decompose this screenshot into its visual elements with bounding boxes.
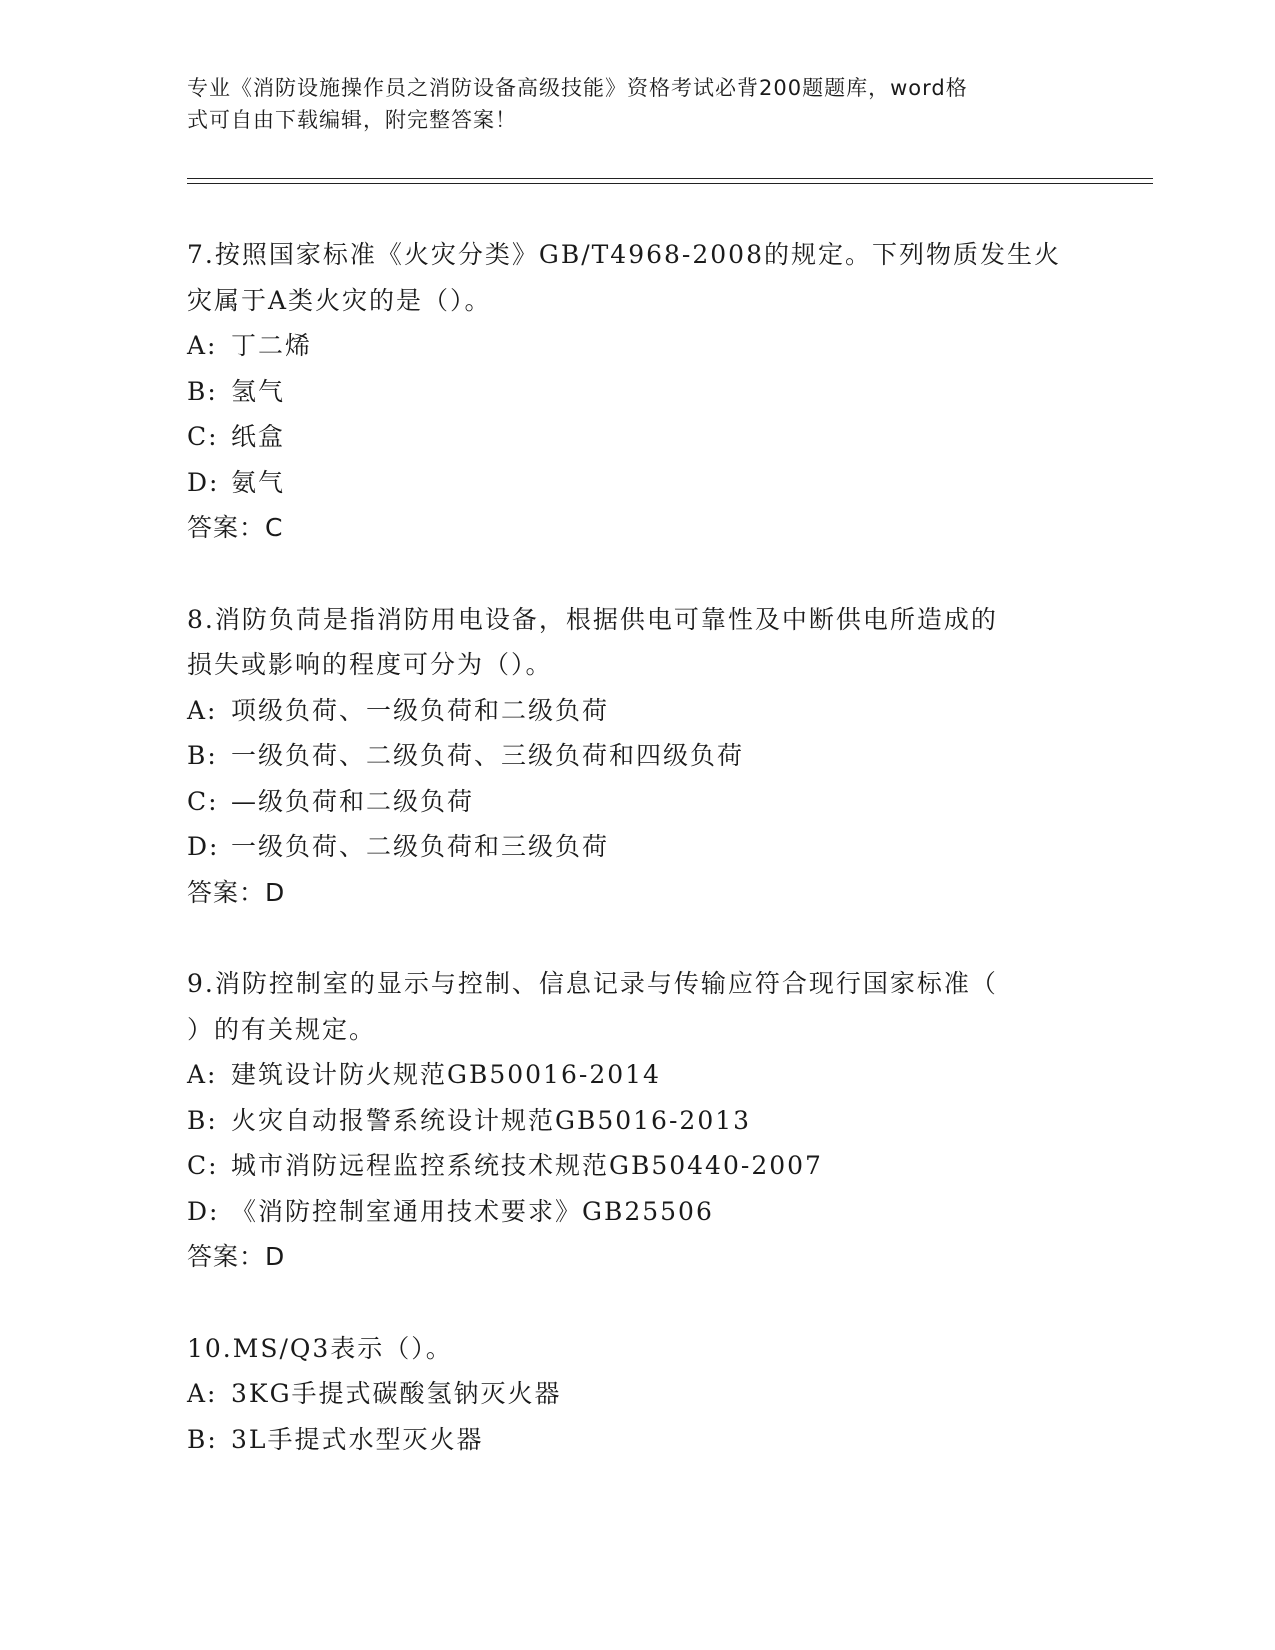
question-8 [187, 597, 1087, 916]
option-text: 城市消防远程监控系统技术规范GB50440-2007 [231, 1151, 823, 1180]
option-text: 项级负荷、一级负荷和二级负荷 [231, 695, 610, 725]
question-text-line: 7.按照国家标准《火灾分类》GB/T4968-2008的规定。下列物质发生火 [187, 240, 1061, 269]
option-text: 氢气 [231, 376, 286, 406]
option-text: 火灾自动报警系统设计规范GB5016-2013 [231, 1105, 752, 1135]
option-key: C: [187, 422, 219, 451]
spacer [187, 1280, 1087, 1326]
option-d [187, 1189, 1087, 1235]
question-text-line: 损失或影响的程度可分为（）。 [187, 650, 553, 679]
spacer [187, 551, 1087, 597]
option-a [187, 688, 1087, 734]
header-divider-top [187, 178, 1153, 179]
answer: 答案：D [187, 1242, 286, 1271]
option-key: D: [187, 832, 220, 861]
option-key: B: [187, 376, 218, 406]
option-text: 3L手提式水型灭火器 [231, 1424, 484, 1454]
header-line-2: 式可自由下载编辑，附完整答案！ [187, 108, 517, 132]
question-text-line: 8.消防负苘是指消防用电设备，根据供电可靠性及中断供电所造成的 [187, 604, 998, 634]
question-9 [187, 961, 1087, 1280]
question-7 [187, 232, 1087, 551]
option-d [187, 460, 1087, 506]
answer: 答案：C [187, 513, 284, 542]
question-list [187, 232, 1087, 1462]
option-c [187, 414, 1087, 460]
option-text: 丁二烯 [231, 331, 313, 360]
option-key: A: [187, 695, 218, 725]
option-b [187, 369, 1087, 415]
option-key: A: [187, 1060, 218, 1089]
option-key: A: [187, 1379, 218, 1408]
option-key: C: [187, 1151, 219, 1180]
spacer [187, 915, 1087, 961]
option-key: B: [187, 1105, 218, 1135]
option-key: C: [187, 786, 219, 816]
option-d [187, 824, 1087, 870]
question-text-line: 灾属于A类火灾的是（）。 [187, 285, 492, 315]
option-text: 建筑设计防火规范GB50016-2014 [231, 1060, 661, 1089]
option-key: D: [187, 1196, 220, 1226]
option-a [187, 323, 1087, 369]
option-text: 纸盒 [231, 422, 286, 451]
option-text: 《消防控制室通用技术要求》GB25506 [231, 1196, 714, 1226]
header-divider-bottom [187, 183, 1153, 184]
option-key: D: [187, 467, 220, 497]
option-text: 氨气 [231, 467, 286, 497]
option-a [187, 1371, 1087, 1417]
option-key: A: [187, 331, 218, 360]
option-text: 一级负荷、二级负荷和三级负荷 [231, 832, 610, 861]
question-10 [187, 1326, 1087, 1463]
option-c [187, 1143, 1087, 1189]
answer: 答案：D [187, 877, 286, 907]
option-text: 一级负荷、二级负荷、三级负荷和四级负荷 [231, 741, 745, 770]
header-line-1: 专业《消防设施操作员之消防设备高级技能》资格考试必背200题题库，word格 [187, 76, 968, 100]
option-key: B: [187, 741, 218, 770]
option-key: B: [187, 1424, 218, 1454]
option-a [187, 1052, 1087, 1098]
question-text-line: 9.消防控制室的显示与控制、信息记录与传输应符合现行国家标准（ [187, 969, 998, 998]
document-header [187, 72, 1067, 136]
option-b [187, 1417, 1087, 1463]
question-text-line: 10.MS/Q3表示（）。 [187, 1333, 453, 1363]
option-b [187, 733, 1087, 779]
option-text: 3KG手提式碳酸氢钠灭火器 [231, 1379, 562, 1408]
option-b [187, 1098, 1087, 1144]
option-c [187, 779, 1087, 825]
question-text-line: ）的有关规定。 [187, 1014, 377, 1044]
option-text: —级负荷和二级负荷 [231, 786, 475, 816]
